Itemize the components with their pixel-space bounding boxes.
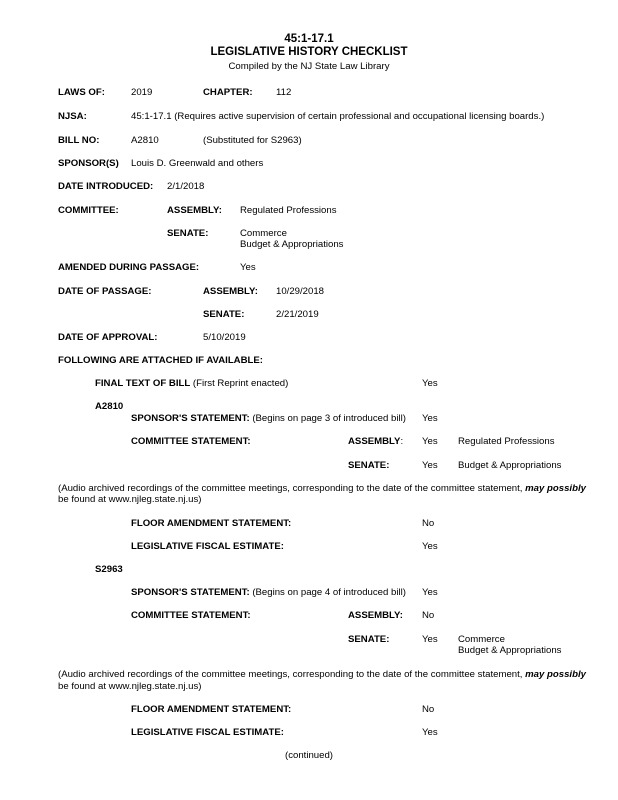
a2810-sponsor-label: SPONSOR'S STATEMENT: bbox=[131, 413, 250, 424]
s2963-sponsor-note: (Begins on page 4 of introduced bill) bbox=[252, 587, 406, 598]
a2810-audio-text: (Audio archived recordings of the committee meetings, corresponding to the date of the committee statement, bbox=[58, 483, 523, 494]
a2810-committee-label: COMMITTEE STATEMENT: bbox=[131, 436, 251, 447]
committee-senate-value-2: Budget & Appropriations bbox=[240, 239, 344, 250]
amended-label: AMENDED DURING PASSAGE: bbox=[58, 262, 200, 273]
s2963-audio-tail: be found at www.njleg.state.nj.us) bbox=[58, 681, 202, 692]
s2963-assembly-value: No bbox=[422, 610, 435, 621]
a2810-sponsor-note: (Begins on page 3 of introduced bill) bbox=[252, 413, 406, 424]
committee-senate-value-1: Commerce bbox=[240, 228, 287, 239]
date-introduced-label: DATE INTRODUCED: bbox=[58, 181, 154, 192]
passage-senate-value: 2/21/2019 bbox=[276, 309, 319, 320]
laws-of-value: 2019 bbox=[131, 87, 153, 98]
s2963-audio-emphasis: may possibly bbox=[525, 669, 586, 680]
s2963-audio-note bbox=[58, 669, 586, 680]
a2810-assembly-label-row bbox=[348, 436, 403, 447]
a2810-fiscal-label: LEGISLATIVE FISCAL ESTIMATE: bbox=[131, 541, 284, 552]
a2810-assembly-committee: Regulated Professions bbox=[458, 436, 555, 447]
a2810-sponsor-value: Yes bbox=[422, 413, 438, 424]
bill-no-label: BILL NO: bbox=[58, 135, 100, 146]
laws-of-label: LAWS OF: bbox=[58, 87, 105, 98]
date-introduced-value: 2/1/2018 bbox=[167, 181, 205, 192]
committee-senate-label: SENATE: bbox=[167, 228, 209, 239]
s2963-senate-label: SENATE: bbox=[348, 634, 390, 645]
date-of-approval-label: DATE OF APPROVAL: bbox=[58, 332, 158, 343]
s2963-senate-value: Yes bbox=[422, 634, 438, 645]
sponsors-value: Louis D. Greenwald and others bbox=[131, 158, 264, 169]
a2810-assembly-colon: : bbox=[400, 436, 404, 447]
s2963-senate-committee-1: Commerce bbox=[458, 634, 505, 645]
s2963-floor-label: FLOOR AMENDMENT STATEMENT: bbox=[131, 704, 292, 715]
a2810-senate-committee: Budget & Appropriations bbox=[458, 460, 562, 471]
final-text-note: (First Reprint enacted) bbox=[192, 378, 289, 389]
a2810-assembly-label: ASSEMBLY bbox=[348, 436, 401, 447]
s2963-committee-label: COMMITTEE STATEMENT: bbox=[131, 610, 251, 621]
chapter-value: 112 bbox=[276, 87, 292, 98]
s2963-sponsor-label: SPONSOR'S STATEMENT: bbox=[131, 587, 250, 598]
a2810-senate-label: SENATE: bbox=[348, 460, 390, 471]
a2810-fiscal-value: Yes bbox=[422, 541, 438, 552]
page-title: LEGISLATIVE HISTORY CHECKLIST bbox=[210, 46, 408, 58]
a2810-audio-emphasis: may possibly bbox=[525, 483, 586, 494]
continued-footer: (continued) bbox=[285, 750, 333, 761]
njsa-label: NJSA: bbox=[58, 111, 87, 122]
a2810-assembly-value: Yes bbox=[422, 436, 438, 447]
a2810-audio-note bbox=[58, 483, 586, 494]
a2810-senate-value: Yes bbox=[422, 460, 438, 471]
date-of-passage-label: DATE OF PASSAGE: bbox=[58, 286, 152, 297]
final-text-row bbox=[95, 378, 288, 389]
bill-no-value: A2810 bbox=[131, 135, 159, 146]
a2810-audio-tail: be found at www.njleg.state.nj.us) bbox=[58, 494, 202, 505]
passage-assembly-label: ASSEMBLY: bbox=[203, 286, 258, 297]
a2810-sponsor-row bbox=[131, 413, 406, 424]
committee-label: COMMITTEE: bbox=[58, 205, 119, 216]
committee-assembly-label: ASSEMBLY: bbox=[167, 205, 222, 216]
date-of-approval-value: 5/10/2019 bbox=[203, 332, 246, 343]
s2963-fiscal-value: Yes bbox=[422, 727, 438, 738]
committee-assembly-value: Regulated Professions bbox=[240, 205, 337, 216]
s2963-assembly-label: ASSEMBLY: bbox=[348, 610, 403, 621]
attached-heading: FOLLOWING ARE ATTACHED IF AVAILABLE: bbox=[58, 355, 263, 366]
s2963-audio-text: (Audio archived recordings of the committee meetings, corresponding to the date of the committee statement, bbox=[58, 669, 523, 680]
compiled-by: Compiled by the NJ State Law Library bbox=[228, 61, 390, 72]
passage-senate-label: SENATE: bbox=[203, 309, 245, 320]
s2963-senate-committee-2: Budget & Appropriations bbox=[458, 645, 562, 656]
sponsors-label: SPONSOR(S) bbox=[58, 158, 119, 169]
s2963-sponsor-row bbox=[131, 587, 406, 598]
chapter-label: CHAPTER: bbox=[203, 87, 253, 98]
citation: 45:1-17.1 bbox=[284, 33, 334, 45]
final-text-label: FINAL TEXT OF BILL bbox=[95, 378, 191, 389]
a2810-floor-value: No bbox=[422, 518, 435, 529]
s2963-bill-number: S2963 bbox=[95, 564, 123, 575]
s2963-floor-value: No bbox=[422, 704, 435, 715]
njsa-value: 45:1-17.1 (Requires active supervision of certain professional and occupational licensing boards.) bbox=[131, 111, 545, 122]
amended-value: Yes bbox=[240, 262, 256, 273]
a2810-floor-label: FLOOR AMENDMENT STATEMENT: bbox=[131, 518, 292, 529]
final-text-value: Yes bbox=[422, 378, 438, 389]
a2810-bill-number: A2810 bbox=[95, 401, 124, 412]
s2963-fiscal-label: LEGISLATIVE FISCAL ESTIMATE: bbox=[131, 727, 284, 738]
bill-no-note: (Substituted for S2963) bbox=[203, 135, 302, 146]
s2963-sponsor-value: Yes bbox=[422, 587, 438, 598]
passage-assembly-value: 10/29/2018 bbox=[276, 286, 325, 297]
